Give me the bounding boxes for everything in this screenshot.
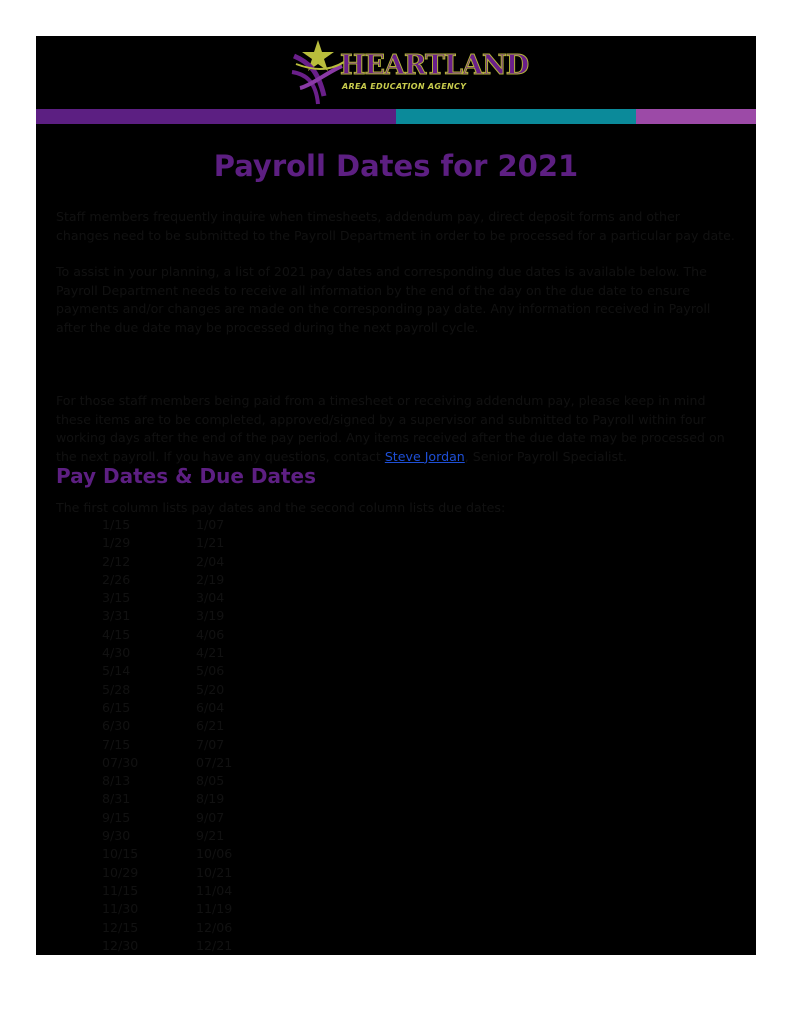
table-intro: The first column lists pay dates and the second column lists due dates: bbox=[56, 500, 506, 515]
due-date: 8/19 bbox=[196, 791, 225, 807]
due-date: 1/07 bbox=[196, 517, 225, 532]
pay-date: 4/30 bbox=[102, 645, 131, 661]
pay-date: 3/15 bbox=[102, 590, 131, 606]
pay-date: 6/15 bbox=[102, 699, 131, 715]
timesheet-paragraph bbox=[56, 392, 736, 466]
due-date: 5/20 bbox=[196, 681, 225, 697]
star-icon bbox=[288, 36, 348, 108]
logo-wordmark: HEARTLAND bbox=[340, 50, 529, 81]
timesheet-text: For those staff members being paid from a timesheet or receiving addendum pay, please keep in mind these items are to be completed, approved/signed by a supervisor and submitted to Payroll within four working days after the end of the pay period. Any items received after the due date may be processed on the next payroll. If you have any questions, contact bbox=[56, 393, 725, 464]
due-date: 12/06 bbox=[196, 919, 233, 935]
pay-date: 5/14 bbox=[102, 663, 131, 679]
due-date: 9/21 bbox=[196, 828, 225, 844]
due-date: 7/07 bbox=[196, 736, 225, 752]
pay-date: 7/15 bbox=[102, 736, 131, 752]
pay-date: 9/30 bbox=[102, 828, 131, 844]
document-page bbox=[36, 36, 756, 955]
due-date: 6/21 bbox=[196, 718, 225, 734]
contact-link[interactable]: Steve Jordan bbox=[384, 448, 465, 464]
due-date: 9/07 bbox=[196, 809, 225, 825]
due-date: 4/06 bbox=[196, 626, 225, 642]
pay-date: 11/15 bbox=[102, 882, 139, 898]
pay-date: 2/12 bbox=[102, 553, 131, 569]
pay-date: 4/15 bbox=[102, 626, 131, 642]
pay-date: 12/30 bbox=[102, 937, 139, 953]
page-title: Payroll Dates for 2021 bbox=[213, 149, 579, 183]
color-band bbox=[36, 109, 756, 124]
due-date: 3/19 bbox=[196, 608, 225, 624]
band-lavender bbox=[636, 109, 756, 124]
due-date: 5/06 bbox=[196, 663, 225, 679]
due-date: 2/04 bbox=[196, 553, 225, 569]
band-teal bbox=[396, 109, 636, 124]
due-date: 4/21 bbox=[196, 645, 225, 661]
pay-date: 6/30 bbox=[102, 718, 131, 734]
due-date: 11/04 bbox=[196, 882, 233, 898]
timesheet-text-end: , Senior Payroll Specialist. bbox=[464, 448, 628, 464]
intro-paragraph: Staff members frequently inquire when timesheets, addendum pay, direct deposit forms and other changes need to be submitted to the Payroll Department in order to be processed for a particular pay date. bbox=[56, 209, 735, 243]
heartland-logo bbox=[288, 36, 529, 108]
due-date: 2/19 bbox=[196, 571, 225, 587]
due-date: 07/21 bbox=[196, 754, 233, 770]
due-date: 6/04 bbox=[196, 699, 225, 715]
pay-date: 12/15 bbox=[102, 919, 139, 935]
due-date: 11/19 bbox=[196, 901, 233, 917]
logo-subtitle: AREA EDUCATION AGENCY bbox=[342, 82, 467, 91]
pay-date: 2/26 bbox=[102, 571, 131, 587]
pay-date: 11/30 bbox=[102, 901, 139, 917]
pay-date: 5/28 bbox=[102, 681, 131, 697]
pay-date: 9/15 bbox=[102, 809, 131, 825]
pay-date: 1/15 bbox=[102, 517, 131, 532]
section-heading: Pay Dates & Due Dates bbox=[56, 464, 316, 488]
due-date: 12/21 bbox=[196, 937, 233, 953]
due-date: 8/05 bbox=[196, 773, 225, 789]
pay-date: 07/30 bbox=[102, 754, 139, 770]
due-date: 10/21 bbox=[196, 864, 233, 880]
pay-date: 3/31 bbox=[102, 608, 131, 624]
planning-paragraph: To assist in your planning, a list of 2021 pay dates and corresponding due dates is available below. The Payroll Department needs to receive all information by the end of the day on the due date to ensure payments and/or changes are made on the corresponding pay date. Any information received in Payroll after the due date may be processed during the next payroll cycle. bbox=[56, 264, 711, 335]
pay-date: 8/31 bbox=[102, 791, 131, 807]
pay-date: 8/13 bbox=[102, 773, 131, 789]
pay-date: 1/29 bbox=[102, 535, 131, 551]
due-date: 1/21 bbox=[196, 535, 225, 551]
due-date: 3/04 bbox=[196, 590, 225, 606]
due-date: 10/06 bbox=[196, 846, 233, 862]
pay-date: 10/29 bbox=[102, 864, 139, 880]
pay-date: 10/15 bbox=[102, 846, 139, 862]
band-purple bbox=[36, 109, 396, 124]
